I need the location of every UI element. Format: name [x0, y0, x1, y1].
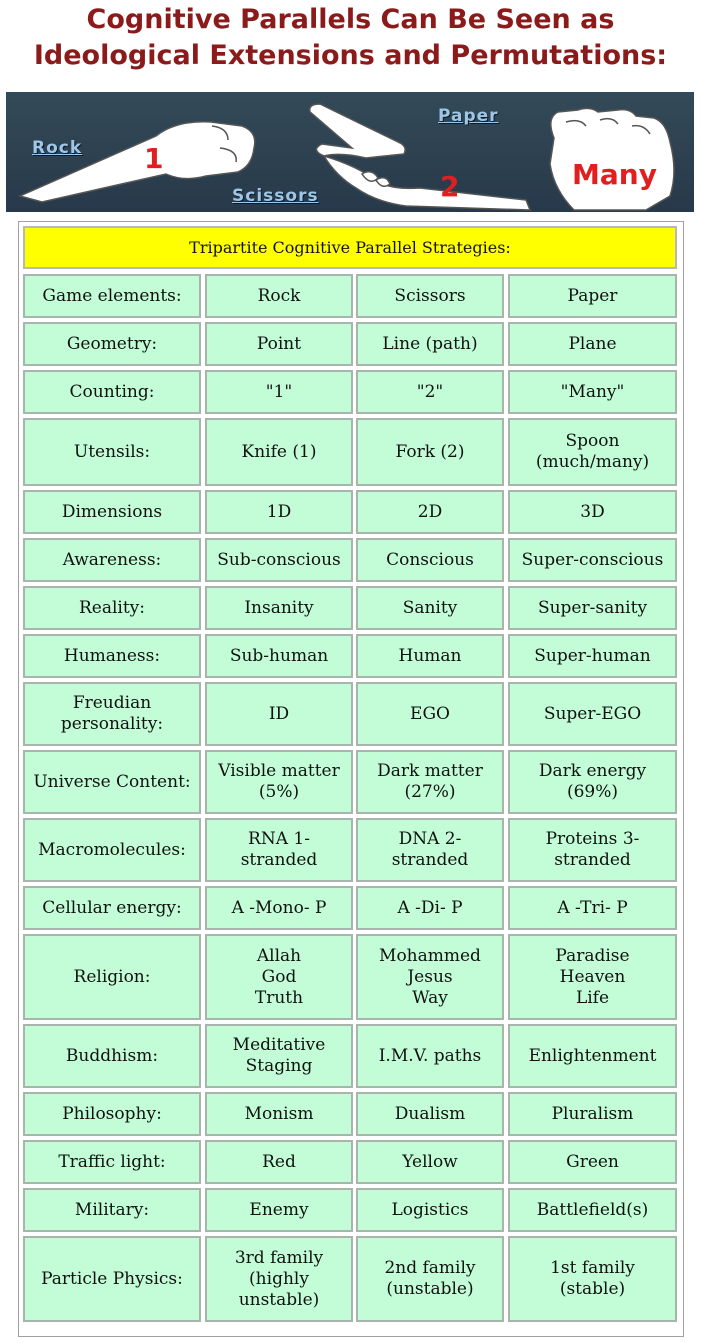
- row-label-cell: [23, 538, 201, 582]
- table-cell: [356, 1236, 504, 1322]
- table-cell: [508, 750, 677, 814]
- row-label: Military:: [74, 1199, 150, 1220]
- cell-value: Logistics: [391, 1199, 469, 1220]
- row-label-cell: [23, 490, 201, 534]
- row-label: Macromolecules:: [38, 839, 186, 860]
- table-cell: [205, 322, 353, 366]
- table-cell: [356, 1140, 504, 1184]
- row-label: Geometry:: [66, 333, 158, 354]
- cell-value: Super-EGO: [543, 703, 642, 724]
- rock-hand-icon: [20, 122, 255, 202]
- table-cell: [356, 886, 504, 930]
- row-label-cell: [23, 750, 201, 814]
- table-cell: [205, 886, 353, 930]
- number-two: 2: [440, 170, 460, 203]
- table-cell: [356, 1024, 504, 1088]
- table-cell: [205, 370, 353, 414]
- cell-value: Conscious: [386, 549, 474, 570]
- cell-value: Monism: [244, 1103, 314, 1124]
- table-cell: [205, 1140, 353, 1184]
- cell-value: Sanity: [402, 597, 458, 618]
- cell-value: Line (path): [382, 333, 478, 354]
- row-label: Universe Content:: [33, 771, 191, 792]
- table-cell: [205, 418, 353, 486]
- cell-value: 3rd family (highly unstable): [234, 1247, 324, 1310]
- cell-value: "1": [265, 381, 293, 402]
- cell-value: Plane: [568, 333, 617, 354]
- cell-value: A -Tri- P: [557, 897, 628, 918]
- table-cell: [356, 490, 504, 534]
- table-cell: [205, 682, 353, 746]
- table-cell: [508, 274, 677, 318]
- cell-value: Enemy: [249, 1199, 309, 1220]
- table-cell: [356, 750, 504, 814]
- table-cell: [508, 586, 677, 630]
- paper-label: Paper: [438, 106, 499, 126]
- table-cell: [205, 586, 353, 630]
- number-one: 1: [144, 142, 164, 175]
- table-cell: [508, 634, 677, 678]
- table-cell: [508, 322, 677, 366]
- cell-value: Meditative Staging: [232, 1035, 326, 1076]
- strategies-table: [18, 221, 684, 1337]
- table-cell: [356, 682, 504, 746]
- cell-value: Battlefield(s): [536, 1199, 649, 1220]
- title-line-1: Cognitive Parallels Can Be Seen as: [86, 4, 615, 35]
- cell-value: Dualism: [394, 1103, 466, 1124]
- row-label-cell: [23, 682, 201, 746]
- table-cell: [205, 274, 353, 318]
- row-label-cell: [23, 934, 201, 1020]
- row-label-cell: [23, 634, 201, 678]
- cell-value: Super-conscious: [521, 549, 664, 570]
- cell-value: Mohammed Jesus Way: [379, 945, 481, 1008]
- cell-value: Rock: [257, 285, 301, 306]
- row-label: Cellular energy:: [42, 897, 182, 918]
- row-label: Traffic light:: [58, 1151, 166, 1172]
- table-cell: [508, 490, 677, 534]
- cell-value: 1st family (stable): [550, 1258, 635, 1299]
- table-header: Tripartite Cognitive Parallel Strategies:: [23, 226, 677, 269]
- page-title: [0, 2, 701, 74]
- table-cell: [356, 634, 504, 678]
- row-label-cell: [23, 274, 201, 318]
- table-cell: [508, 682, 677, 746]
- table-cell: [356, 322, 504, 366]
- cell-value: Pluralism: [551, 1103, 634, 1124]
- table-cell: [205, 1188, 353, 1232]
- cell-value: I.M.V. paths: [378, 1045, 482, 1066]
- cell-value: EGO: [410, 703, 450, 724]
- cell-value: Yellow: [402, 1151, 458, 1172]
- row-label-cell: [23, 1236, 201, 1322]
- row-label: Dimensions: [61, 501, 163, 522]
- table-cell: [508, 818, 677, 882]
- row-label: Reality:: [78, 597, 146, 618]
- cell-value: Point: [256, 333, 302, 354]
- cell-value: Red: [262, 1151, 296, 1172]
- row-label-cell: [23, 1188, 201, 1232]
- row-label-cell: [23, 1140, 201, 1184]
- row-label: Religion:: [73, 966, 151, 987]
- cell-value: 3D: [580, 501, 605, 522]
- table-cell: [356, 274, 504, 318]
- cell-value: Human: [398, 645, 462, 666]
- table-cell: [205, 1092, 353, 1136]
- rock-scissors-paper-banner: [6, 92, 694, 212]
- many-label: Many: [572, 158, 657, 191]
- cell-value: 2D: [417, 501, 443, 522]
- row-label: Counting:: [69, 381, 155, 402]
- cell-value: Sub-conscious: [217, 549, 341, 570]
- row-label-cell: [23, 322, 201, 366]
- cell-value: Visible matter (5%): [218, 761, 340, 802]
- row-label-cell: [23, 370, 201, 414]
- table-cell: [205, 490, 353, 534]
- row-label: Utensils:: [73, 441, 151, 462]
- cell-value: ID: [268, 703, 290, 724]
- cell-value: Dark matter (27%): [377, 761, 483, 802]
- cell-value: Knife (1): [241, 441, 317, 462]
- table-cell: [508, 1188, 677, 1232]
- row-label-cell: [23, 1024, 201, 1088]
- table-cell: [356, 934, 504, 1020]
- table-cell: [356, 538, 504, 582]
- table-cell: [508, 1236, 677, 1322]
- table-cell: [356, 1188, 504, 1232]
- cell-value: 2nd family (unstable): [384, 1258, 476, 1299]
- table-cell: [356, 418, 504, 486]
- cell-value: Enlightenment: [528, 1045, 657, 1066]
- scissors-label: Scissors: [232, 186, 319, 206]
- cell-value: Super-human: [534, 645, 651, 666]
- cell-value: "Many": [560, 381, 625, 402]
- table-cell: [205, 538, 353, 582]
- table-cell: [356, 370, 504, 414]
- table-cell: [205, 934, 353, 1020]
- table-cell: [508, 1024, 677, 1088]
- hand-gestures-illustration: [6, 92, 694, 212]
- cell-value: 1D: [266, 501, 292, 522]
- cell-value: Spoon (much/many): [535, 431, 650, 472]
- row-label: Awareness:: [62, 549, 162, 570]
- cell-value: Green: [566, 1151, 619, 1172]
- table-cell: [205, 1024, 353, 1088]
- cell-value: Allah God Truth: [254, 945, 304, 1008]
- cell-value: RNA 1- stranded: [240, 829, 318, 870]
- cell-value: Proteins 3- stranded: [545, 829, 640, 870]
- table-cell: [508, 538, 677, 582]
- table-cell: [205, 818, 353, 882]
- table-cell: [508, 370, 677, 414]
- row-label-cell: [23, 586, 201, 630]
- row-label: Philosophy:: [62, 1103, 162, 1124]
- row-label-cell: [23, 1092, 201, 1136]
- row-label-cell: [23, 886, 201, 930]
- cell-value: Paradise Heaven Life: [555, 945, 630, 1008]
- cell-value: A -Di- P: [397, 897, 463, 918]
- cell-value: Insanity: [244, 597, 314, 618]
- row-label: Particle Physics:: [41, 1268, 183, 1289]
- table-cell: [508, 886, 677, 930]
- table-cell: [356, 586, 504, 630]
- row-label: Freudian personality:: [60, 693, 164, 734]
- cell-value: "2": [416, 381, 444, 402]
- row-label: Buddhism:: [65, 1045, 159, 1066]
- table-cell: [205, 634, 353, 678]
- table-cell: [508, 1140, 677, 1184]
- cell-value: Dark energy (69%): [538, 761, 647, 802]
- table-cell: [508, 418, 677, 486]
- table-cell: [205, 1236, 353, 1322]
- row-label: Humaness:: [63, 645, 161, 666]
- table-cell: [356, 818, 504, 882]
- cell-value: DNA 2- stranded: [391, 829, 469, 870]
- cell-value: Fork (2): [395, 441, 465, 462]
- table-cell: [205, 750, 353, 814]
- cell-value: Paper: [567, 285, 618, 306]
- rock-label: Rock: [32, 138, 83, 158]
- row-label-cell: [23, 418, 201, 486]
- table-cell: [508, 1092, 677, 1136]
- cell-value: Sub-human: [229, 645, 329, 666]
- table-cell: [356, 1092, 504, 1136]
- row-label-cell: [23, 818, 201, 882]
- cell-value: A -Mono- P: [231, 897, 327, 918]
- cell-value: Scissors: [394, 285, 466, 306]
- cell-value: Super-sanity: [537, 597, 648, 618]
- row-label: Game elements:: [42, 285, 182, 306]
- table-cell: [508, 934, 677, 1020]
- title-line-2: Ideological Extensions and Permutations:: [33, 40, 668, 71]
